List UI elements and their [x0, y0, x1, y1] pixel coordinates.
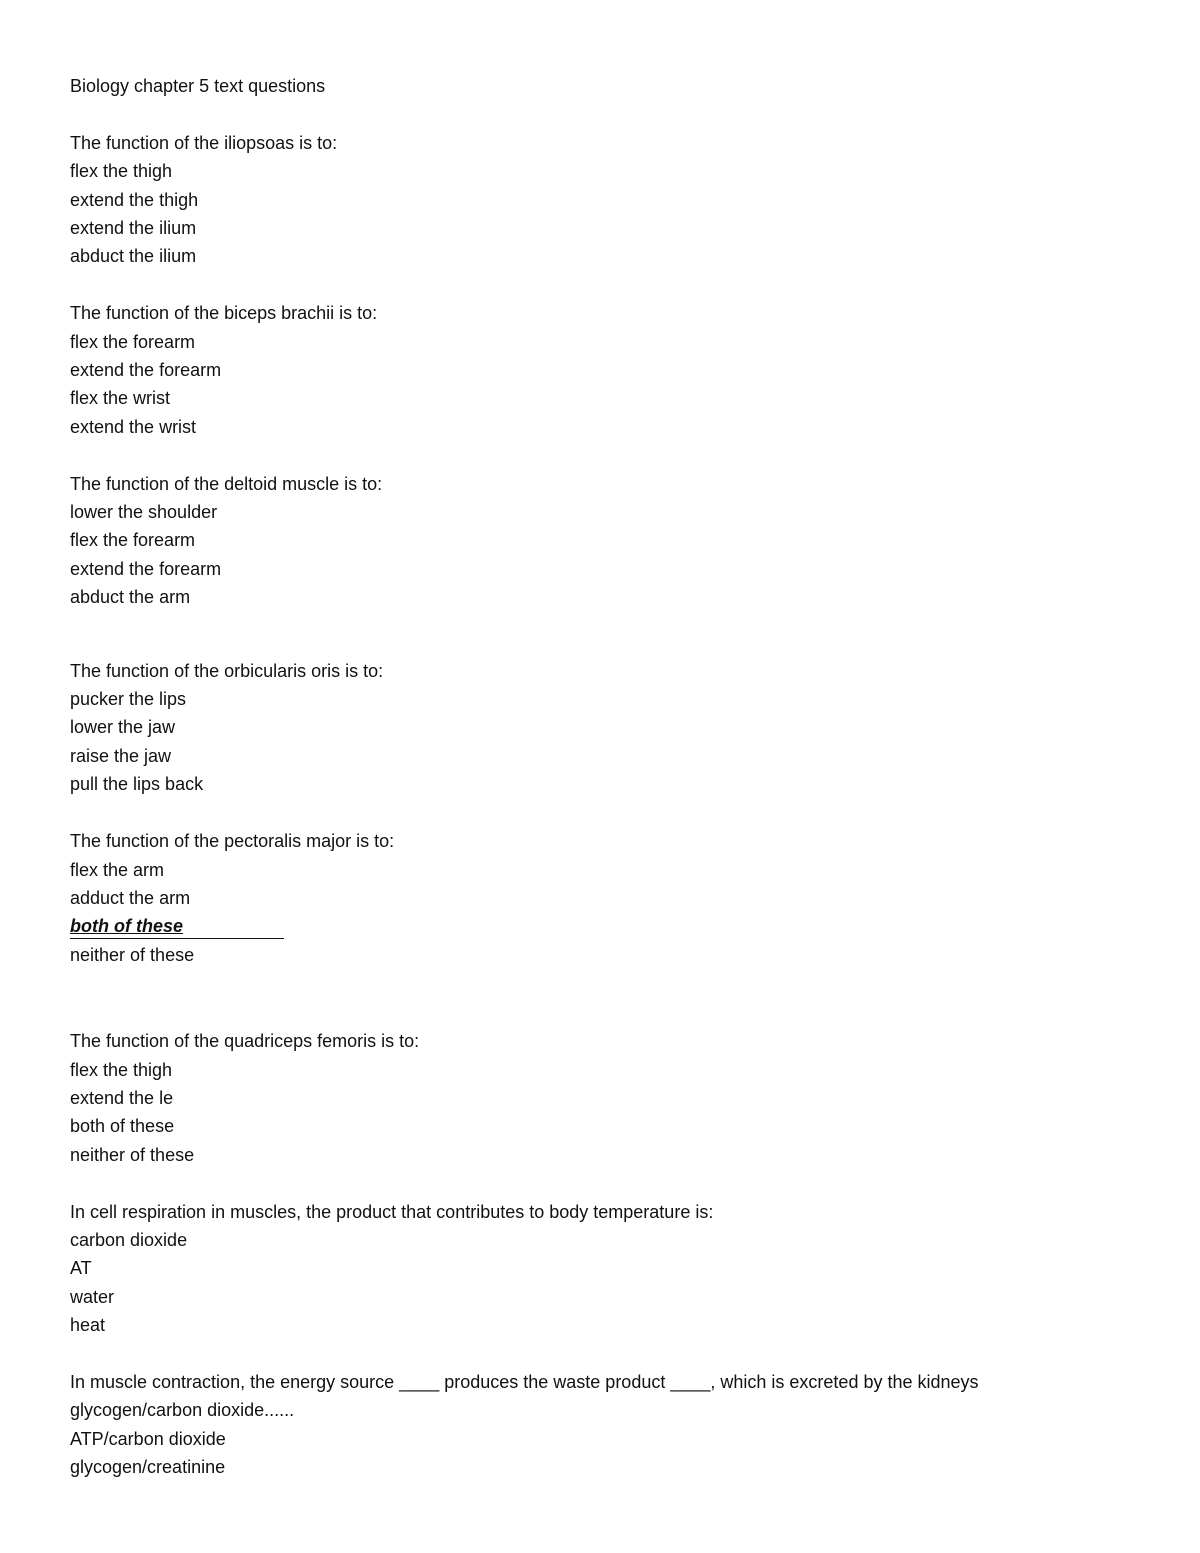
answer-option: extend the wrist: [70, 416, 197, 437]
answer-option: adduct the arm: [70, 887, 191, 908]
answer-option: raise the jaw: [70, 745, 172, 766]
answer-option: abduct the arm: [70, 587, 191, 608]
question-prompt: The function of the iliopsoas is to:: [70, 132, 338, 153]
question-prompt: The function of the orbicularis oris is to:: [70, 660, 384, 681]
answer-option: flex the wrist: [70, 388, 171, 409]
answer-option: neither of these: [70, 944, 195, 965]
answer-option: pull the lips back: [70, 774, 204, 795]
question-prompt: The function of the deltoid muscle is to:: [70, 473, 383, 494]
question-prompt: The function of the pectoralis major is to:: [70, 831, 395, 852]
answer-option: extend the thigh: [70, 189, 199, 210]
answer-option: extend the forearm: [70, 558, 222, 579]
answer-option: glycogen/carbon dioxide......: [70, 1400, 295, 1421]
selected-answer-option: both of these: [70, 914, 284, 939]
question-prompt: The function of the biceps brachii is to:: [70, 303, 378, 324]
answer-option: carbon dioxide: [70, 1229, 188, 1250]
answer-option: AT: [70, 1258, 92, 1279]
document-title: Biology chapter 5 text questions: [70, 76, 326, 96]
answer-option: extend the ilium: [70, 218, 197, 239]
question-prompt: In cell respiration in muscles, the product that contributes to body temperature is:: [70, 1201, 714, 1222]
answer-option: flex the thigh: [70, 161, 173, 182]
question-block: [70, 299, 1130, 441]
answer-option: flex the forearm: [70, 530, 196, 551]
answer-option: ATP/carbon dioxide: [70, 1428, 226, 1449]
answer-option: glycogen/creatinine: [70, 1457, 226, 1478]
answer-option: neither of these: [70, 1144, 195, 1165]
question-block: [70, 470, 1130, 612]
question-block: [70, 1368, 1130, 1482]
answer-option: water: [70, 1286, 115, 1307]
answer-option: extend the le: [70, 1087, 174, 1108]
answer-option: flex the arm: [70, 859, 165, 880]
question-block: [70, 827, 1130, 969]
question-prompt: In muscle contraction, the energy source ____ produces the waste product ____, which is excreted by the kidneys: [70, 1371, 979, 1392]
answer-option: lower the jaw: [70, 717, 176, 738]
answer-option: abduct the ilium: [70, 246, 197, 267]
question-block: [70, 1198, 1130, 1340]
answer-option: heat: [70, 1315, 106, 1336]
answer-option: pucker the lips: [70, 689, 187, 710]
question-block: [70, 129, 1130, 271]
question-block: [70, 657, 1130, 799]
question-prompt: The function of the quadriceps femoris is to:: [70, 1031, 420, 1052]
answer-option: flex the thigh: [70, 1059, 173, 1080]
document-page: [70, 72, 1130, 1482]
question-block: [70, 1027, 1130, 1169]
selected-answer-line: [70, 912, 1130, 940]
answer-option: flex the forearm: [70, 331, 196, 352]
answer-option: both of these: [70, 1116, 175, 1137]
answer-option: extend the forearm: [70, 360, 222, 381]
answer-option: lower the shoulder: [70, 502, 218, 523]
